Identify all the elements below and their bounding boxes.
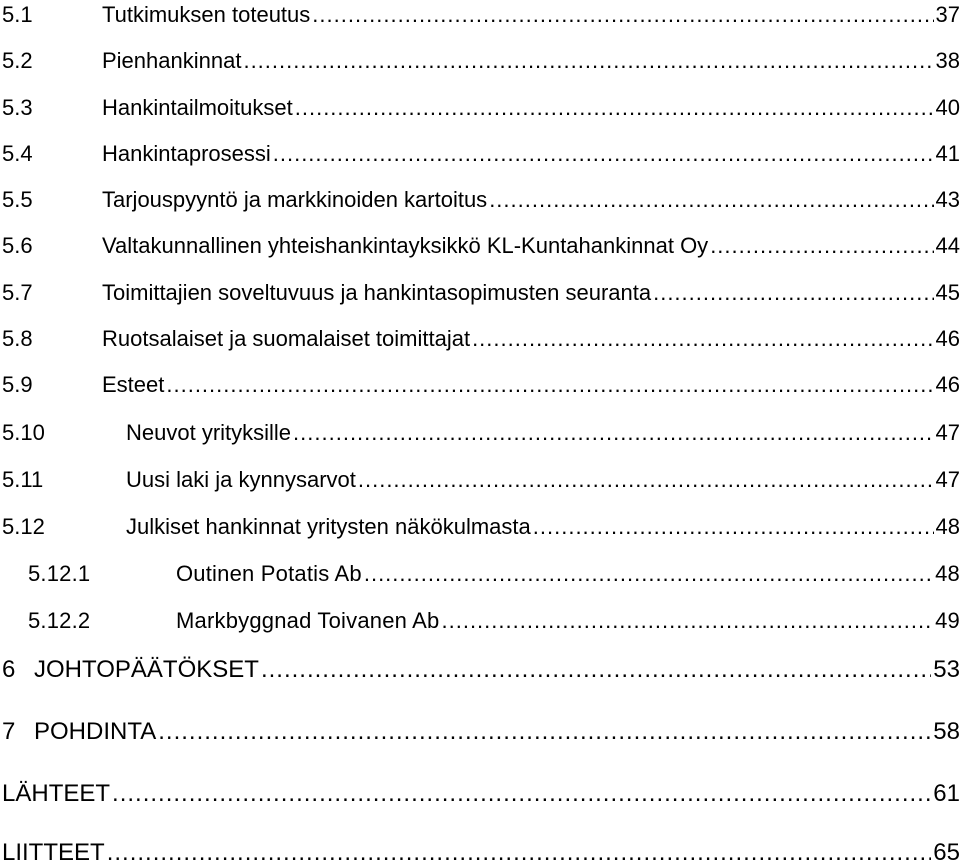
toc-leader-dots [293,418,933,448]
toc-leader-dots [273,139,934,169]
toc-title: Tarjouspyyntö ja markkinoiden kartoitus [102,185,489,215]
toc-leader-dots [358,465,934,495]
toc-page-number: 46 [934,324,960,354]
toc-leader-dots [710,231,933,261]
toc-title: Markbyggnad Toivanen Ab [176,606,442,636]
toc-leader-dots [442,606,934,636]
toc-number: 5.12 [2,514,45,539]
toc-number: 5.3 [2,95,33,120]
toc-title: POHDINTA [34,718,157,745]
toc-entry-lahteet[interactable] [0,779,960,809]
toc-title: Toimittajien soveltuvuus ja hankintasopimusten seuranta [102,278,653,308]
toc-entry-5-1[interactable] [0,0,960,30]
toc-leader-dots [243,46,933,76]
toc-number: 5.4 [2,141,33,166]
toc-leader-dots [312,0,933,30]
toc-title: JOHTOPÄÄTÖKSET [34,656,259,683]
toc-page-number: 37 [934,0,960,30]
toc-leader-dots [653,278,933,308]
toc-page-number: 41 [934,139,960,169]
toc-entry-5-12-1[interactable] [0,559,960,589]
toc-title: Neuvot yrityksille [126,418,293,448]
toc-leader-dots [489,185,933,215]
toc-number: 5.2 [2,48,33,73]
toc-page-number: 48 [934,512,960,542]
toc-page-number: 45 [934,278,960,308]
toc-leader-dots [166,370,933,400]
toc-leader-dots [295,93,934,123]
toc-title: Esteet [102,370,166,400]
toc-page-number: 47 [934,418,960,448]
toc-entry-5-4[interactable] [0,139,960,169]
toc-entry-5-10[interactable] [0,418,960,448]
toc-page-number: 38 [934,46,960,76]
toc-entry-5-9[interactable] [0,370,960,400]
toc-entry-7[interactable] [0,717,960,747]
toc-page-number: 65 [933,839,960,866]
toc-entry-5-7[interactable] [0,278,960,308]
toc-entry-5-6[interactable] [0,231,960,261]
toc-title: Pienhankinnat [102,46,243,76]
toc-entry-5-12-2[interactable] [0,606,960,636]
toc-title: Uusi laki ja kynnysarvot [126,465,358,495]
toc-entry-5-12[interactable] [0,512,960,542]
toc-title: LÄHTEET [2,780,111,807]
toc-page-number: 44 [934,231,960,261]
toc-title: Hankintaprosessi [102,139,273,169]
toc-number: 5.10 [2,420,45,445]
toc-number: 5.1 [2,2,33,27]
toc-entry-5-3[interactable] [0,93,960,123]
toc-title: Julkiset hankinnat yritysten näkökulmasta [126,512,533,542]
toc-entry-5-2[interactable] [0,46,960,76]
toc-page-number: 61 [933,780,960,807]
toc-page-number: 46 [934,370,960,400]
toc-number: 7 [2,718,16,745]
toc-number: 5.12.1 [28,561,91,586]
toc-page-number: 43 [934,185,960,215]
toc-title: Valtakunnallinen yhteishankintayksikkö KL-Kuntahankinnat Oy [102,231,710,261]
toc-number: 5.9 [2,372,33,397]
toc-number: 5.7 [2,280,33,305]
toc-number: 5.5 [2,187,33,212]
toc-leader-dots [533,512,934,542]
toc-page-number: 49 [933,606,960,636]
toc-title: LIITTEET [2,839,105,866]
toc-number: 5.12.2 [28,608,91,633]
toc-page-number: 58 [933,718,960,745]
toc-number: 5.6 [2,233,33,258]
toc-leader-dots [364,559,933,589]
toc-leader-dots [112,779,931,809]
toc-title: Outinen Potatis Ab [176,559,364,589]
toc-entry-6[interactable] [0,655,960,685]
toc-entry-5-11[interactable] [0,465,960,495]
toc-page-number: 47 [934,465,960,495]
toc-page-number: 53 [933,656,960,683]
toc-number: 5.11 [2,467,44,492]
toc-page-number: 48 [933,559,960,589]
toc-entry-5-8[interactable] [0,324,960,354]
toc-title: Hankintailmoitukset [102,93,295,123]
toc-leader-dots [261,655,931,685]
toc-title: Ruotsalaiset ja suomalaiset toimittajat [102,324,472,354]
toc-number: 5.8 [2,326,33,351]
toc-number: 6 [2,656,16,683]
toc-page-number: 40 [934,93,960,123]
toc-leader-dots [158,717,931,747]
toc-entry-5-5[interactable] [0,185,960,215]
toc-leader-dots [472,324,933,354]
toc-title: Tutkimuksen toteutus [102,0,312,30]
